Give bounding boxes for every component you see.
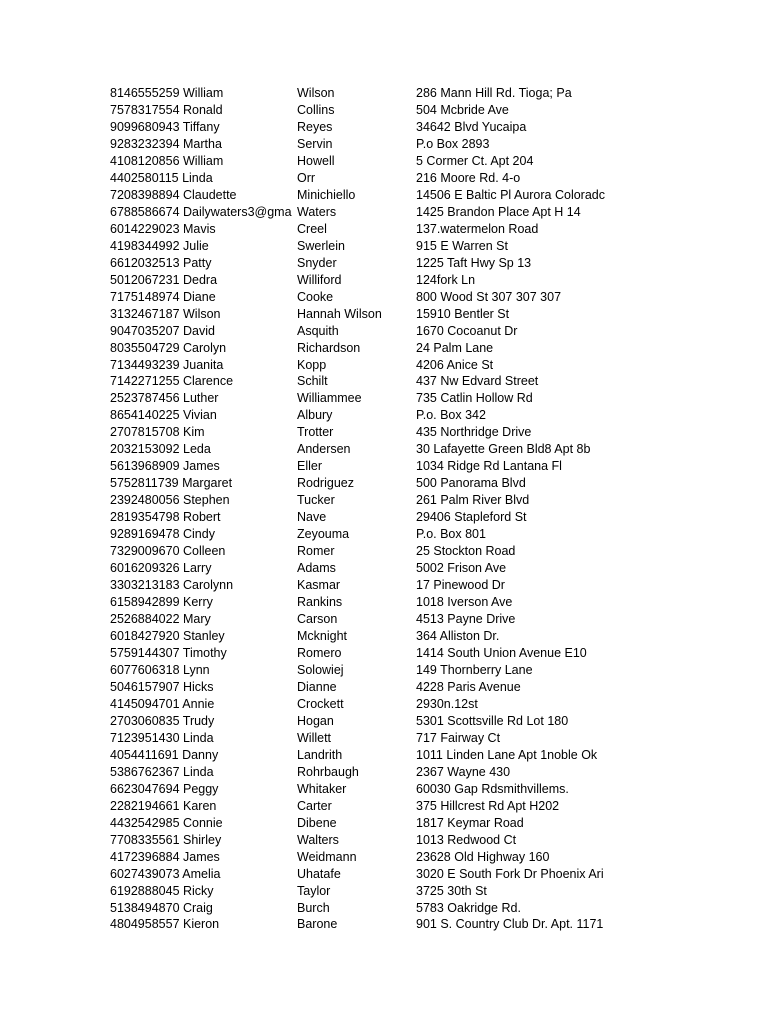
phone-first-name-cell: 3132467187 Wilson [110, 306, 221, 321]
table-row [110, 696, 750, 713]
last-name-cell: Willett [297, 730, 332, 745]
phone-first-name-cell: 8035504729 Carolyn [110, 340, 227, 355]
phone-first-name-cell: 6192888045 Ricky [110, 883, 214, 898]
address-cell: 30 Lafayette Green Bld8 Apt 8b [416, 442, 591, 457]
last-name-cell: Solowiej [297, 662, 344, 677]
phone-first-name-cell: 2819354798 Robert [110, 510, 221, 525]
table-row [110, 340, 750, 357]
table-row [110, 373, 750, 390]
table-row [110, 526, 750, 543]
address-cell: 435 Northridge Drive [416, 425, 532, 440]
last-name-cell: Andersen [297, 442, 351, 457]
phone-first-name-cell: 7123951430 Linda [110, 730, 214, 745]
last-name-cell: Richardson [297, 340, 361, 355]
table-row [110, 153, 750, 170]
last-name-cell: Swerlein [297, 238, 345, 253]
phone-first-name-cell: 5386762367 Linda [110, 764, 214, 779]
table-row [110, 849, 750, 866]
last-name-cell: Tucker [297, 493, 335, 508]
address-cell: 504 Mcbride Ave [416, 102, 509, 117]
last-name-cell: Rodriguez [297, 476, 354, 491]
table-row [110, 238, 750, 255]
last-name-cell: Wilson [297, 86, 335, 100]
address-cell: 4206 Anice St [416, 357, 494, 372]
address-cell: P.o. Box 801 [416, 527, 486, 542]
address-cell: 3020 E South Fork Dr Phoenix Ari [416, 866, 604, 881]
last-name-cell: Hogan [297, 713, 334, 728]
table-row [110, 357, 750, 374]
phone-first-name-cell: 8654140225 Vivian [110, 408, 217, 423]
last-name-cell: Hannah Wilson [297, 306, 382, 321]
last-name-cell: Crockett [297, 696, 344, 711]
table-row [110, 289, 750, 306]
table-row [110, 475, 750, 492]
address-cell: 149 Thornberry Lane [416, 662, 533, 677]
last-name-cell: Eller [297, 459, 323, 474]
address-cell: 1670 Cocoanut Dr [416, 323, 518, 338]
address-cell: 25 Stockton Road [416, 544, 516, 559]
last-name-cell: Albury [297, 408, 333, 423]
phone-first-name-cell: 7208398894 Claudette [110, 187, 237, 202]
phone-first-name-cell: 6027439073 Amelia [110, 866, 221, 881]
last-name-cell: Barone [297, 917, 338, 932]
address-cell: 5 Cormer Ct. Apt 204 [416, 153, 534, 168]
address-cell: 915 E Warren St [416, 238, 508, 253]
table-row [110, 187, 750, 204]
table-row [110, 424, 750, 441]
last-name-cell: Romero [297, 645, 342, 660]
address-cell: 137.watermelon Road [416, 221, 539, 236]
last-name-cell: Kasmar [297, 578, 341, 593]
phone-first-name-cell: 9283232394 Martha [110, 136, 222, 151]
table-row [110, 102, 750, 119]
phone-first-name-cell: 5613968909 James [110, 459, 220, 474]
table-row [110, 577, 750, 594]
phone-first-name-cell: 2523787456 Luther [110, 391, 219, 406]
last-name-cell: Rankins [297, 595, 343, 610]
table-row [110, 85, 750, 102]
address-cell: 216 Moore Rd. 4-o [416, 170, 521, 185]
table-row [110, 916, 750, 933]
table-row [110, 390, 750, 407]
address-cell: 124fork Ln [416, 272, 476, 287]
phone-first-name-cell: 7175148974 Diane [110, 289, 216, 304]
last-name-cell: Whitaker [297, 781, 347, 796]
address-cell: 15910 Bentler St [416, 306, 510, 321]
phone-first-name-cell: 7708335561 Shirley [110, 832, 222, 847]
table-row [110, 323, 750, 340]
phone-first-name-cell: 6014229023 Mavis [110, 221, 216, 236]
table-row [110, 730, 750, 747]
phone-first-name-cell: 6788586674 Dailywaters3@gma [110, 204, 292, 219]
table-row [110, 900, 750, 917]
address-cell: 1034 Ridge Rd Lantana Fl [416, 459, 562, 474]
last-name-cell: Carson [297, 612, 338, 627]
last-name-cell: Williford [297, 272, 342, 287]
last-name-cell: Weidmann [297, 849, 357, 864]
phone-first-name-cell: 6158942899 Kerry [110, 595, 213, 610]
last-name-cell: Snyder [297, 255, 337, 270]
address-cell: 1013 Redwood Ct [416, 832, 517, 847]
address-cell: P.o. Box 342 [416, 408, 486, 423]
last-name-cell: Zeyouma [297, 527, 350, 542]
table-row [110, 645, 750, 662]
last-name-cell: Servin [297, 136, 333, 151]
address-cell: 286 Mann Hill Rd. Tioga; Pa [416, 86, 572, 100]
table-row [110, 747, 750, 764]
last-name-cell: Dianne [297, 679, 337, 694]
phone-first-name-cell: 2703060835 Trudy [110, 713, 215, 728]
table-row [110, 136, 750, 153]
address-cell: 29406 Stapleford St [416, 510, 527, 525]
last-name-cell: Landrith [297, 747, 343, 762]
contact-list [110, 85, 750, 933]
phone-first-name-cell: 6612032513 Patty [110, 255, 212, 270]
table-row [110, 764, 750, 781]
address-cell: 17 Pinewood Dr [416, 578, 505, 593]
last-name-cell: Walters [297, 832, 339, 847]
table-row [110, 883, 750, 900]
address-cell: 2930n.12st [416, 696, 478, 711]
last-name-cell: Nave [297, 510, 327, 525]
table-row [110, 628, 750, 645]
last-name-cell: Reyes [297, 119, 333, 134]
table-row [110, 492, 750, 509]
table-row [110, 170, 750, 187]
address-cell: 1414 South Union Avenue E10 [416, 645, 587, 660]
last-name-cell: Dibene [297, 815, 337, 830]
address-cell: 1425 Brandon Place Apt H 14 [416, 204, 581, 219]
phone-first-name-cell: 4145094701 Annie [110, 696, 215, 711]
phone-first-name-cell: 5752811739 Margaret [110, 476, 233, 491]
address-cell: 1018 Iverson Ave [416, 595, 513, 610]
address-cell: 5002 Frison Ave [416, 561, 507, 576]
last-name-cell: Rohrbaugh [297, 764, 359, 779]
phone-first-name-cell: 6077606318 Lynn [110, 662, 210, 677]
phone-first-name-cell: 5138494870 Craig [110, 900, 213, 915]
address-cell: 375 Hillcrest Rd Apt H202 [416, 798, 560, 813]
address-cell: 500 Panorama Blvd [416, 476, 526, 491]
table-row [110, 611, 750, 628]
address-cell: 5783 Oakridge Rd. [416, 900, 521, 915]
table-row [110, 306, 750, 323]
last-name-cell: Taylor [297, 883, 331, 898]
phone-first-name-cell: 6018427920 Stanley [110, 629, 225, 643]
phone-first-name-cell: 5046157907 Hicks [110, 679, 214, 694]
phone-first-name-cell: 2707815708 Kim [110, 425, 205, 440]
last-name-cell: Trotter [297, 425, 334, 440]
table-row [110, 407, 750, 424]
phone-first-name-cell: 7329009670 Colleen [110, 544, 226, 559]
address-cell: 364 Alliston Dr. [416, 629, 500, 643]
table-row [110, 832, 750, 849]
phone-first-name-cell: 4054411691 Danny [110, 747, 219, 762]
phone-first-name-cell: 4432542985 Connie [110, 815, 223, 830]
last-name-cell: Schilt [297, 374, 328, 389]
last-name-cell: Burch [297, 900, 330, 915]
phone-first-name-cell: 6623047694 Peggy [110, 781, 219, 796]
last-name-cell: Orr [297, 170, 316, 185]
table-row [110, 781, 750, 798]
last-name-cell: Collins [297, 102, 335, 117]
table-row [110, 543, 750, 560]
address-cell: 261 Palm River Blvd [416, 493, 530, 508]
last-name-cell: Carter [297, 798, 332, 813]
address-cell: 34642 Blvd Yucaipa [416, 119, 527, 134]
phone-first-name-cell: 7134493239 Juanita [110, 357, 224, 372]
phone-first-name-cell: 4198344992 Julie [110, 238, 209, 253]
table-row [110, 815, 750, 832]
last-name-cell: Mcknight [297, 629, 348, 643]
table-row [110, 560, 750, 577]
address-cell: 901 S. Country Club Dr. Apt. 1171 [416, 917, 604, 932]
table-row [110, 662, 750, 679]
address-cell: 3725 30th St [416, 883, 487, 898]
last-name-cell: Creel [297, 221, 327, 236]
address-cell: 60030 Gap Rdsmithvillems. [416, 781, 569, 796]
last-name-cell: Uhatafe [297, 866, 341, 881]
phone-first-name-cell: 7578317554 Ronald [110, 102, 223, 117]
table-row [110, 204, 750, 221]
phone-first-name-cell: 4108120856 William [110, 153, 224, 168]
address-cell: 735 Catlin Hollow Rd [416, 391, 533, 406]
address-cell: 5301 Scottsville Rd Lot 180 [416, 713, 569, 728]
address-cell: 2367 Wayne 430 [416, 764, 511, 779]
table-row [110, 272, 750, 289]
address-cell: 14506 E Baltic Pl Aurora Coloradc [416, 187, 605, 202]
phone-first-name-cell: 2282194661 Karen [110, 798, 217, 813]
phone-first-name-cell: 9099680943 Tiffany [110, 119, 220, 134]
last-name-cell: Kopp [297, 357, 327, 372]
last-name-cell: Adams [297, 561, 336, 576]
table-row [110, 713, 750, 730]
table-row [110, 255, 750, 272]
address-cell: 4513 Payne Drive [416, 612, 516, 627]
phone-first-name-cell: 9047035207 David [110, 323, 215, 338]
address-cell: 1225 Taft Hwy Sp 13 [416, 255, 532, 270]
phone-first-name-cell: 7142271255 Clarence [110, 374, 234, 389]
last-name-cell: Waters [297, 204, 337, 219]
last-name-cell: Williammee [297, 391, 362, 406]
phone-first-name-cell: 4804958557 Kieron [110, 917, 220, 932]
address-cell: 800 Wood St 307 307 307 [416, 289, 562, 304]
phone-first-name-cell: 2032153092 Leda [110, 442, 211, 457]
table-row [110, 458, 750, 475]
table-row [110, 798, 750, 815]
address-cell: 1817 Keymar Road [416, 815, 524, 830]
last-name-cell: Romer [297, 544, 335, 559]
phone-first-name-cell: 5012067231 Dedra [110, 272, 218, 287]
table-row [110, 119, 750, 136]
phone-first-name-cell: 2526884022 Mary [110, 612, 211, 627]
table-row [110, 509, 750, 526]
phone-first-name-cell: 4172396884 James [110, 849, 220, 864]
phone-first-name-cell: 3303213183 Carolynn [110, 578, 234, 593]
table-row [110, 594, 750, 611]
phone-first-name-cell: 4402580115 Linda [110, 170, 213, 185]
table-row [110, 866, 750, 883]
address-cell: 1011 Linden Lane Apt 1noble Ok [416, 747, 598, 762]
address-cell: 717 Fairway Ct [416, 730, 501, 745]
last-name-cell: Howell [297, 153, 335, 168]
address-cell: 23628 Old Highway 160 [416, 849, 550, 864]
phone-first-name-cell: 5759144307 Timothy [110, 645, 227, 660]
phone-first-name-cell: 8146555259 William [110, 86, 224, 100]
address-cell: P.o Box 2893 [416, 136, 490, 151]
phone-first-name-cell: 9289169478 Cindy [110, 527, 215, 542]
address-cell: 24 Palm Lane [416, 340, 494, 355]
address-cell: 437 Nw Edvard Street [416, 374, 539, 389]
phone-first-name-cell: 2392480056 Stephen [110, 493, 230, 508]
last-name-cell: Asquith [297, 323, 339, 338]
table-row [110, 441, 750, 458]
phone-first-name-cell: 6016209326 Larry [110, 561, 212, 576]
table-row [110, 679, 750, 696]
last-name-cell: Cooke [297, 289, 334, 304]
table-row [110, 221, 750, 238]
last-name-cell: Minichiello [297, 187, 356, 202]
address-cell: 4228 Paris Avenue [416, 679, 521, 694]
